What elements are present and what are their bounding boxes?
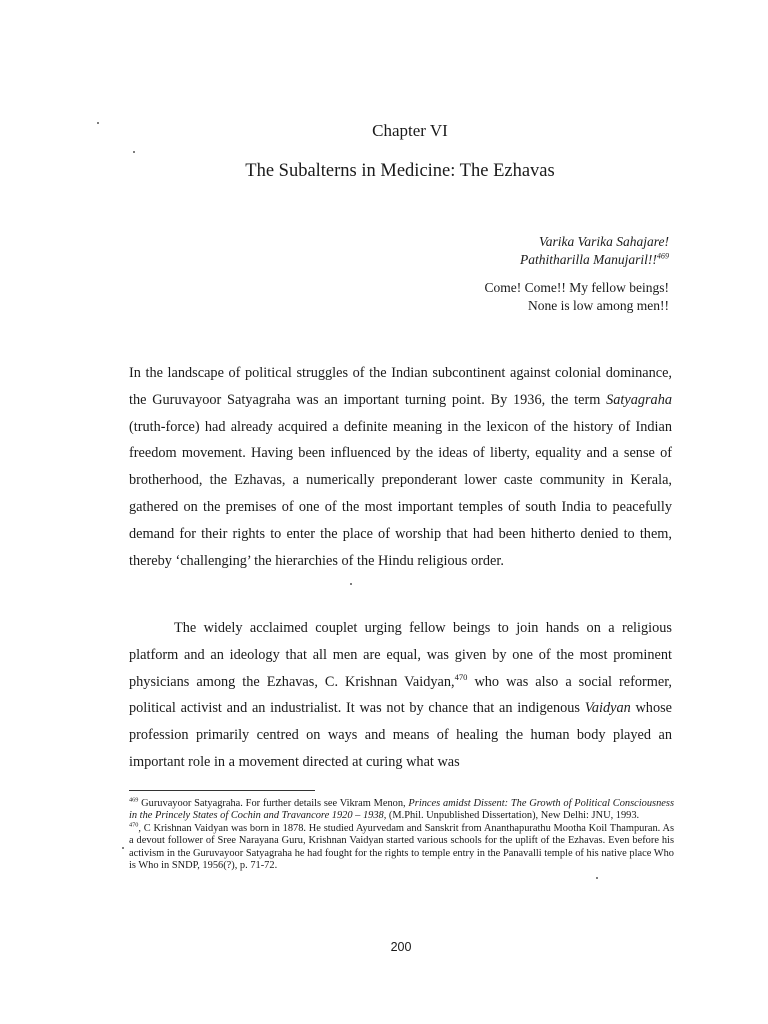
- epigraph-english-line-1: Come! Come!! My fellow beings!: [484, 280, 669, 295]
- scan-speck: [350, 583, 352, 585]
- scan-speck: [133, 151, 135, 153]
- footnote-ref-470: 470: [454, 671, 468, 682]
- scan-speck: [596, 877, 598, 879]
- footnote-470: $^{470}$, C Krishnan Vaidyan was born in 1878. He studied Ayurvedam and Sanskrit from Ananthapurathu Mootha Koil Thampuran. As a devout follower of Sree Narayana Guru, Krishnan Vaidyan started various schools for the uplift of the Ezhavas. Even before his activism in the Guruvayoor Satyagraha he had fought for the rights to temple entry in the Panavalli temple of his native place Who is Who in SNDP, 1956(?), p. 71-72.: [129, 821, 674, 872]
- footnote-469: $^{469}$ Guruvayoor Satyagraha. For further details see Vikram Menon, Princes amidst Dissent: The Growth of Political Consciousness in the Princely States of Cochin and Travancore 1920 – 1938, (M.Phil. Unpublished Dissertation), New Delhi: JNU, 1993.: [129, 796, 674, 822]
- footnote-divider: [129, 790, 315, 791]
- body-paragraph-1: In the landscape of political struggles of the Indian subcontinent against colonial dominance, the Guruvayoor Satyagraha was an important turning point. By 1936, the term Satyagraha (truth-force) had already acquired a definite meaning in the lexicon of the history of Indian freedom movement. Having been influenced by the ideas of liberty, equality and a sense of brotherhood, the Ezhavas, a numerically preponderant lower caste community in Kerala, gathered on the premises of one of the most important temples of south India to peacefully demand for their rights to enter the place of worship that had been hitherto denied to them, thereby ‘challenging’ the hierarchies of the Hindu religious order.: [129, 365, 672, 569]
- epigraph-malayalam-line-2: Pathitharilla Manujaril!!$^{469}$: [519, 251, 669, 267]
- epigraph-english-line-2: None is low among men!!: [528, 298, 669, 313]
- chapter-title: The Subalterns in Medicine: The Ezhavas: [245, 161, 555, 181]
- scan-speck: [122, 847, 124, 849]
- footnotes: [129, 798, 674, 872]
- page-number: 200: [390, 940, 412, 954]
- epigraph-malayalam-line-1: Varika Varika Sahajare!: [539, 234, 669, 249]
- scan-speck: [97, 122, 99, 124]
- epigraph: [485, 233, 669, 315]
- body-paragraph-2: The widely acclaimed couplet urging fellow beings to join hands on a religious platform and an ideology that all men are equal, was given by one of the most prominent physicians among the Ezhavas, C. Krishnan Vaidyan,$^{470}$ who was also a social reformer, political activist and an industrialist. It was not by chance that an indigenous Vaidyan whose profession primarily centred on ways and means of healing the human body played an important role in a movement directed at curing what was: [129, 620, 673, 770]
- footnote-ref-469: 469: [656, 251, 669, 261]
- chapter-number: Chapter VI: [372, 121, 448, 140]
